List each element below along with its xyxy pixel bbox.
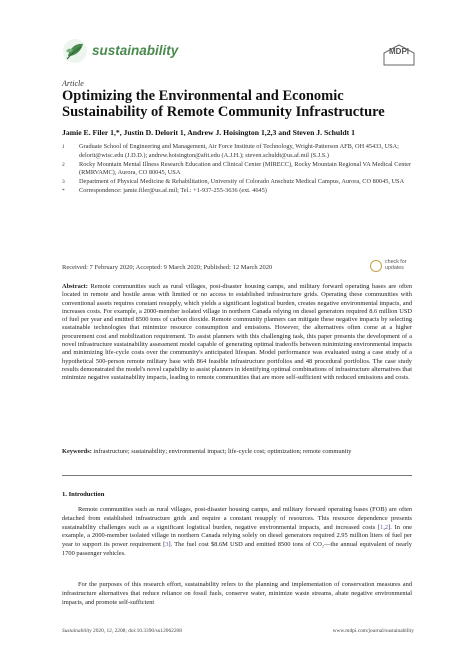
abstract-text: Remote communities such as rural villages, post-disaster housing camps, and military forward operating bases are often located in remote and hostile areas with limited or no access to established infrastructure grids. Operating these communities with conventional assets requires constant resupply, which yields a significant logistical burden, creates negative environmental impacts, and increases costs. For example, a 2000-member isolated village in northern Canada relying on diesel generators required 8.6 million USD of fuel per year and emitted 8500 tons of carbon dioxide. Remote community planners can mitigate these negative impacts by selecting sustainable technologies that minimize resource consumption and emissions. However, the alternatives often come at a higher procurement cost and mobilization requirement. To assist planners with this challenging task, this paper presents the development of a novel infrastructure sustainability assessment model capable of generating optimal tradeoffs between minimizing environmental impacts and minimizing life-cycle costs over the community's anticipated lifespan. Model performance was evaluated using a case study of a hypothetical 500-person remote military base with 864 feasible infrastructure portfolios and 48 procedural portfolios. The case study results demonstrated the model's novel capability to assist planners in identifying optimal combinations of infrastructure alternatives that minimize negative sustainability impacts, leading to remote communities that are more self-sufficient with reduced emissions and costs. <box>62 283 412 382</box>
correspondence-item <box>62 187 422 196</box>
paper-title: Optimizing the Environmental and Economic Sustainability of Remote Community Infrastructure <box>62 88 385 120</box>
footer-citation <box>62 628 182 634</box>
citation-link[interactable]: 2 <box>384 523 389 531</box>
publication-dates: Received: 7 February 2020; Accepted: 9 March 2020; Published: 12 March 2020 <box>62 264 273 271</box>
affiliation-number: 3 <box>62 179 65 186</box>
sustainability-logo-icon <box>62 38 88 64</box>
section-heading: 1. Introduction <box>62 491 105 498</box>
section-divider <box>62 475 412 476</box>
keywords-text: infrastructure; sustainability; environmental impact; life-cycle cost; optimization; remote community <box>93 448 352 455</box>
keywords-label: Keywords: <box>62 448 92 455</box>
affiliation-item <box>62 143 422 160</box>
abstract <box>62 283 412 383</box>
abstract-label: Abstract: <box>62 283 88 290</box>
intro-paragraph-2: For the purposes of this research effort, sustainability refers to the planning and implementation of conservation measures and infrastructure alternatives that reduce reliance on fossil fuels, conserve water, minimize waste streams, abate negative environmental impacts, and promote self-sufficient <box>62 581 412 606</box>
affiliation-text: Department of Physical Medicine & Rehabilitation, University of Colorado Anschutz Medical Campus, Aurora, CO 80045, USA <box>79 178 405 186</box>
check-for-updates-badge[interactable] <box>370 258 414 274</box>
affiliations <box>62 143 422 197</box>
affiliation-number: 2 <box>62 161 65 168</box>
affiliation-text: Graduate School of Engineering and Management, Air Force Institute of Technology, Wright-Patterson AFB, OH 45433, USA; delorit@wisc.edu (J.D.D.); andrew.hoisington@afit.edu (A.J.H.); steven.schuldt@us.af.mil (S.J.S.) <box>79 143 399 159</box>
affiliation-item <box>62 161 422 178</box>
citation-link[interactable]: 1 <box>380 523 384 531</box>
author-list: Jamie E. Filer 1,*, Justin D. Delorit 1, Andrew J. Hoisington 1,2,3 and Steven J. Schuldt 1 <box>62 128 355 137</box>
check-for-updates-label: check for updates <box>385 259 407 272</box>
journal-name[interactable]: sustainability <box>92 43 179 58</box>
publisher-name[interactable]: MDPI <box>389 47 409 56</box>
article-type: Article <box>62 79 84 88</box>
check-for-updates-icon <box>370 260 382 272</box>
footer-url[interactable]: www.mdpi.com/journal/sustainability <box>332 628 414 634</box>
keywords <box>62 447 412 456</box>
affiliation-number: 1 <box>62 144 65 150</box>
correspondence-text[interactable]: Correspondence: jamie.filer@us.af.mil; Tel.: +1-937-255-3636 (ext. 4645) <box>79 187 267 195</box>
intro-paragraph-1: Remote communities such as rural villages, post-disaster housing camps, and military forward operating bases (FOB) are often detached from established infrastructure grids and require a constant resupply of resources. This resource dependence presents sustainability challenges such as a significant logistical burden, negative environmental impacts, and increased costs [1,2]. In one example, a 2000-member isolated village in northern Canada relying solely on diesel generators required 2.95 million liters of fuel per year to support its power requirement [3]. The fuel cost $8.6M USD and emitted 8500 tons of CO₂—the annual equivalent of nearly 1700 passenger vehicles. <box>62 506 412 557</box>
footer-doi[interactable]: 2020, 12, 2208; doi:10.3390/su12062208 <box>91 628 182 634</box>
affiliation-item <box>62 178 422 187</box>
citation-link[interactable]: 3 <box>165 541 169 549</box>
affiliation-text: Rocky Mountain Mental Illness Research Education and Clinical Center (MIRECC), Rocky Mountain Regional VA Medical Center (RMRVAMC), Aurora, CO 80045, USA <box>79 160 412 177</box>
footer-journal: Sustainability <box>62 628 92 634</box>
affiliation-number: * <box>62 188 65 195</box>
